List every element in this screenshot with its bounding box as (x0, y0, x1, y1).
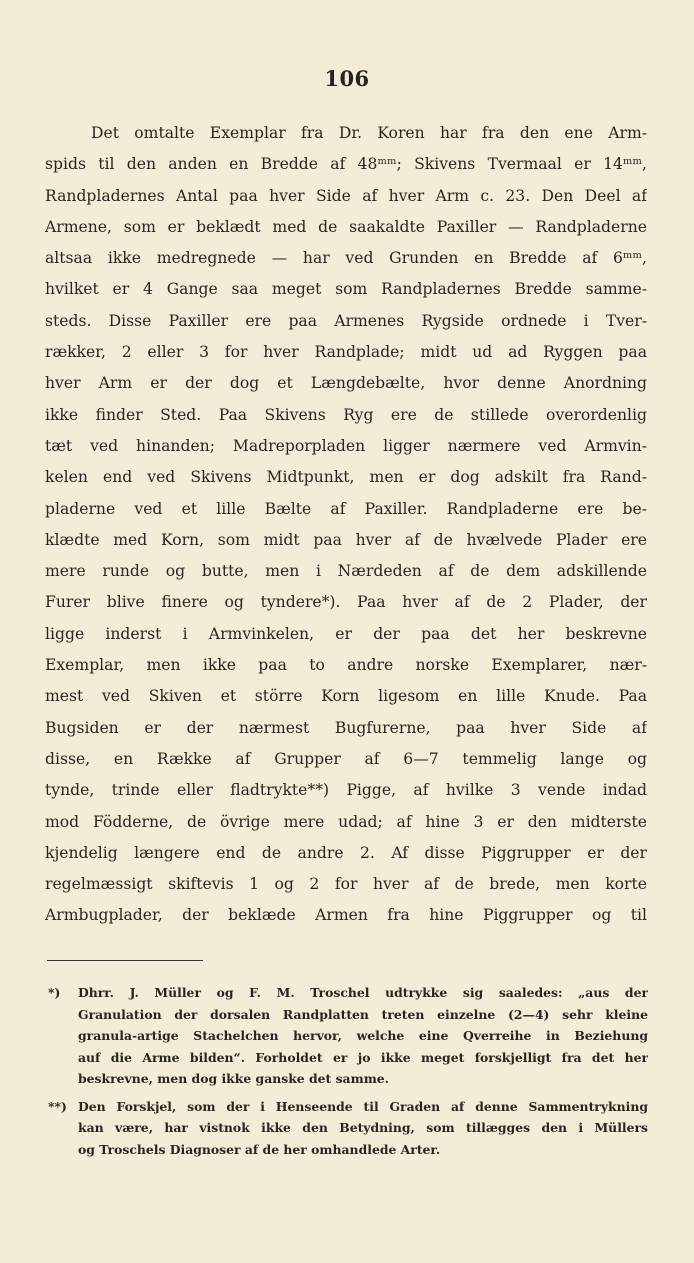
body-text (45, 118, 647, 932)
footnotes (48, 982, 648, 1160)
body-line: Armene, som er beklædt med de saakaldte Paxiller — Randpladerne (45, 217, 647, 236)
body-line: regelmæssigt skiftevis 1 og 2 for hver af de brede, men korte (45, 875, 647, 894)
body-line: Furer blive finere og tyndere*). Paa hver af de 2 Plader, der (45, 593, 647, 612)
body-line: kelen end ved Skivens Midtpunkt, men er dog adskilt fra Rand- (45, 468, 647, 487)
page-number: 106 (324, 66, 370, 91)
footnote-line: beskrevne, men dog ikke ganske det samme. (78, 1071, 390, 1086)
body-line: hver Arm er der dog et Længdebælte, hvor denne Anordning (45, 374, 647, 393)
body-line: ligge inderst i Armvinkelen, er der paa det her beskrevne (45, 624, 647, 643)
body-line: Det omtalte Exemplar fra Dr. Koren har fra den ene Arm- (91, 124, 647, 142)
body-line: Randpladernes Antal paa hver Side af hver Arm c. 23. Den Deel af (45, 186, 647, 205)
footnote-marker: **) (48, 1098, 67, 1114)
body-line: steds. Disse Paxiller ere paa Armenes Rygside ordnede i Tver- (45, 311, 647, 330)
footnote-divider (47, 960, 203, 961)
footnote-line: og Troschels Diagnoser af de her omhandlede Arter. (78, 1141, 441, 1157)
body-line: Bugsiden er der nærmest Bugfurerne, paa hver Side af (45, 718, 647, 737)
body-line: mere runde og butte, men i Nærdeden af de dem adskillende (45, 562, 647, 581)
body-line: tæt ved hinanden; Madreporpladen ligger nærmere ved Armvin- (45, 436, 647, 455)
footnote-line (48, 982, 648, 1004)
footnote-line: kan være, har vistnok ikke den Betydning, som tillægges den i Müllers (78, 1120, 648, 1135)
footnote-line (48, 1096, 648, 1118)
body-line: Exemplar, men ikke paa to andre norske Exemplarer, nær- (45, 656, 647, 675)
footnote-1 (48, 982, 648, 1090)
body-line: klædte med Korn, som midt paa hver af de hvælvede Plader ere (45, 530, 647, 549)
body-line: ikke finder Sted. Paa Skivens Ryg ere de stillede overordenlig (45, 405, 647, 424)
footnote-2 (48, 1096, 648, 1161)
footnote-text: Den Forskjel, som der i Henseende til Graden af denne Sammentrykning (78, 1098, 648, 1114)
body-line: Armbugplader, der beklæde Armen fra hine Piggrupper og til (45, 906, 647, 925)
body-line: rækker, 2 eller 3 for hver Randplade; midt ud ad Ryggen paa (45, 343, 647, 362)
footnote-marker: *) (48, 985, 61, 1000)
body-line: spids til den anden en Bredde af 48ᵐᵐ; Skivens Tvermaal er 14ᵐᵐ, (45, 155, 647, 174)
footnote-line: Granulation der dorsalen Randplatten treten einzelne (2—4) sehr kleine (78, 1006, 648, 1022)
body-line: hvilket er 4 Gange saa meget som Randpladernes Bredde samme- (45, 280, 647, 299)
footnote-text: Dhrr. J. Müller og F. M. Troschel udtrykke sig saaledes: „aus der (78, 985, 648, 1000)
body-line: altsaa ikke medregnede — har ved Grunden en Bredde af 6ᵐᵐ, (45, 249, 647, 268)
body-line: mod Födderne, de övrige mere udad; af hine 3 er den midterste (45, 812, 647, 831)
body-line: pladerne ved et lille Bælte af Paxiller. Randpladerne ere be- (45, 499, 647, 518)
body-line: tynde, trinde eller fladtrykte**) Pigge, af hvilke 3 vende indad (45, 781, 647, 800)
body-line: kjendelig længere end de andre 2. Af disse Piggrupper er der (45, 843, 647, 862)
footnote-line: granula-artige Stachelchen hervor, welche eine Qverreihe in Beziehung (78, 1028, 648, 1043)
body-line: mest ved Skiven et större Korn ligesom en lille Knude. Paa (45, 687, 647, 706)
footnote-line: auf die Arme bilden“. Forholdet er jo ikke meget forskjelligt fra det her (78, 1049, 648, 1065)
body-line: disse, en Række af Grupper af 6—7 temmelig lange og (45, 749, 647, 768)
